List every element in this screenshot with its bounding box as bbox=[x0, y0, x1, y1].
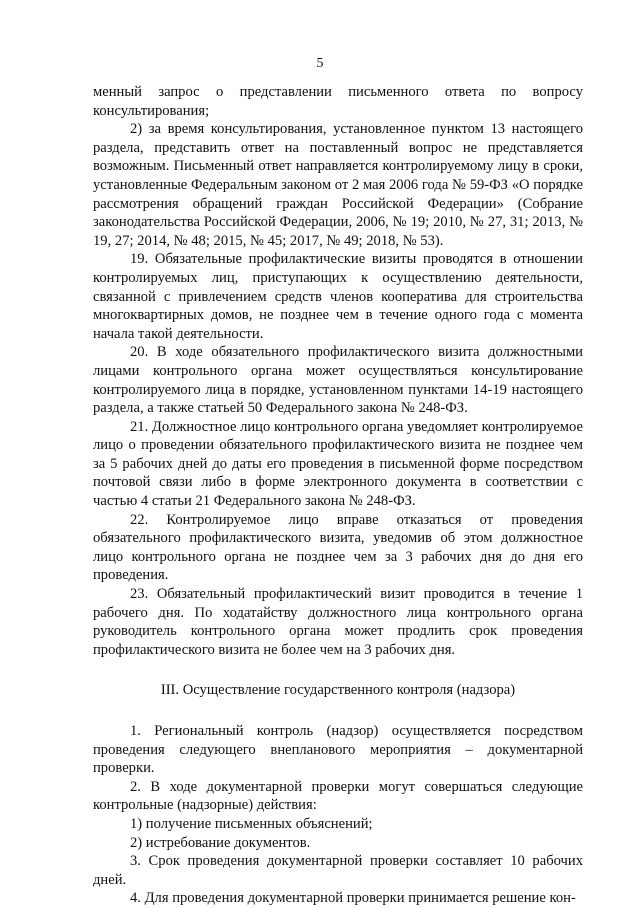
paragraph: 3. Срок проведения документарной проверки составляет 10 рабочих дней. bbox=[93, 853, 583, 888]
section-title: III. Осуществление государственного контроля (надзора) bbox=[160, 682, 516, 699]
paragraph: 23. Обязательный профилактический визит проводится в течение 1 рабочего дня. По ходатайству должностного лица контрольного органа руководитель контрольного органа может продлить срок проведения профилактического визита не более чем на 3 рабочих дня. bbox=[93, 586, 583, 658]
paragraph: 21. Должностное лицо контрольного органа уведомляет контролируемое лицо о проведении обязательного профилактического визита не позднее чем за 5 рабочих дней до даты его проведения в письменной форме посредством почтовой связи либо в форме электронного документа в соответствии с частью 4 статьи 21 Федерального закона № 248-ФЗ. bbox=[93, 418, 583, 510]
paragraph: 2. В ходе документарной проверки могут совершаться следующие контрольные (надзорные) действия: bbox=[93, 778, 583, 814]
paragraph: 22. Контролируемое лицо вправе отказаться от проведения обязательного профилактического визита, уведомив об этом должностное лицо контрольного органа не позднее чем за 3 рабочих дня до дня его проведения. bbox=[93, 511, 583, 584]
paragraph: менный запрос о представлении письменного ответа по вопросу консультирования; bbox=[93, 84, 583, 119]
paragraph: 20. В ходе обязательного профилактического визита должностными лицами контрольного органа может осуществляться консультирование контролируемого лица в порядке, установленном пунктами 14-19 настоящего раздела, а также статьей 50 Федерального закона № 248-ФЗ. bbox=[93, 344, 583, 417]
paragraph: 4. Для проведения документарной проверки принимается решение кон- bbox=[130, 890, 576, 907]
document-body bbox=[93, 83, 583, 908]
paragraph: 2) за время консультирования, установленное пунктом 13 настоящего раздела, представить ответ на поставленный вопрос не представляется возможным. Письменный ответ направляется контролируемому лицу в сроки, установленные Федеральным законом от 2 мая 2006 года № 59-ФЗ «О порядке рассмотрения обращений граждан Российской Федерации» (Собрание законодательства Российской Федерации, 2006, № 19; 2010, № 27, 31; 2013, № 19, 27; 2014, № 48; 2015, № 45; 2017, № 49; 2018, № 53). bbox=[93, 121, 583, 249]
page-number: 5 bbox=[316, 56, 324, 71]
paragraph: 1. Региональный контроль (надзор) осуществляется посредством проведения следующего внепланового мероприятия – документарной проверки. bbox=[93, 723, 583, 777]
paragraph: 19. Обязательные профилактические визиты проводятся в отношении контролируемых лиц, приступающих к осуществлению деятельности, связанной с привлечением средств членов кооператива для строительства многоквартирных домов, не позднее чем в течение одного года с момента начала такой деятельности. bbox=[93, 251, 583, 342]
paragraph: 1) получение письменных объяснений; bbox=[130, 815, 373, 832]
paragraph: 2) истребование документов. bbox=[130, 834, 311, 851]
